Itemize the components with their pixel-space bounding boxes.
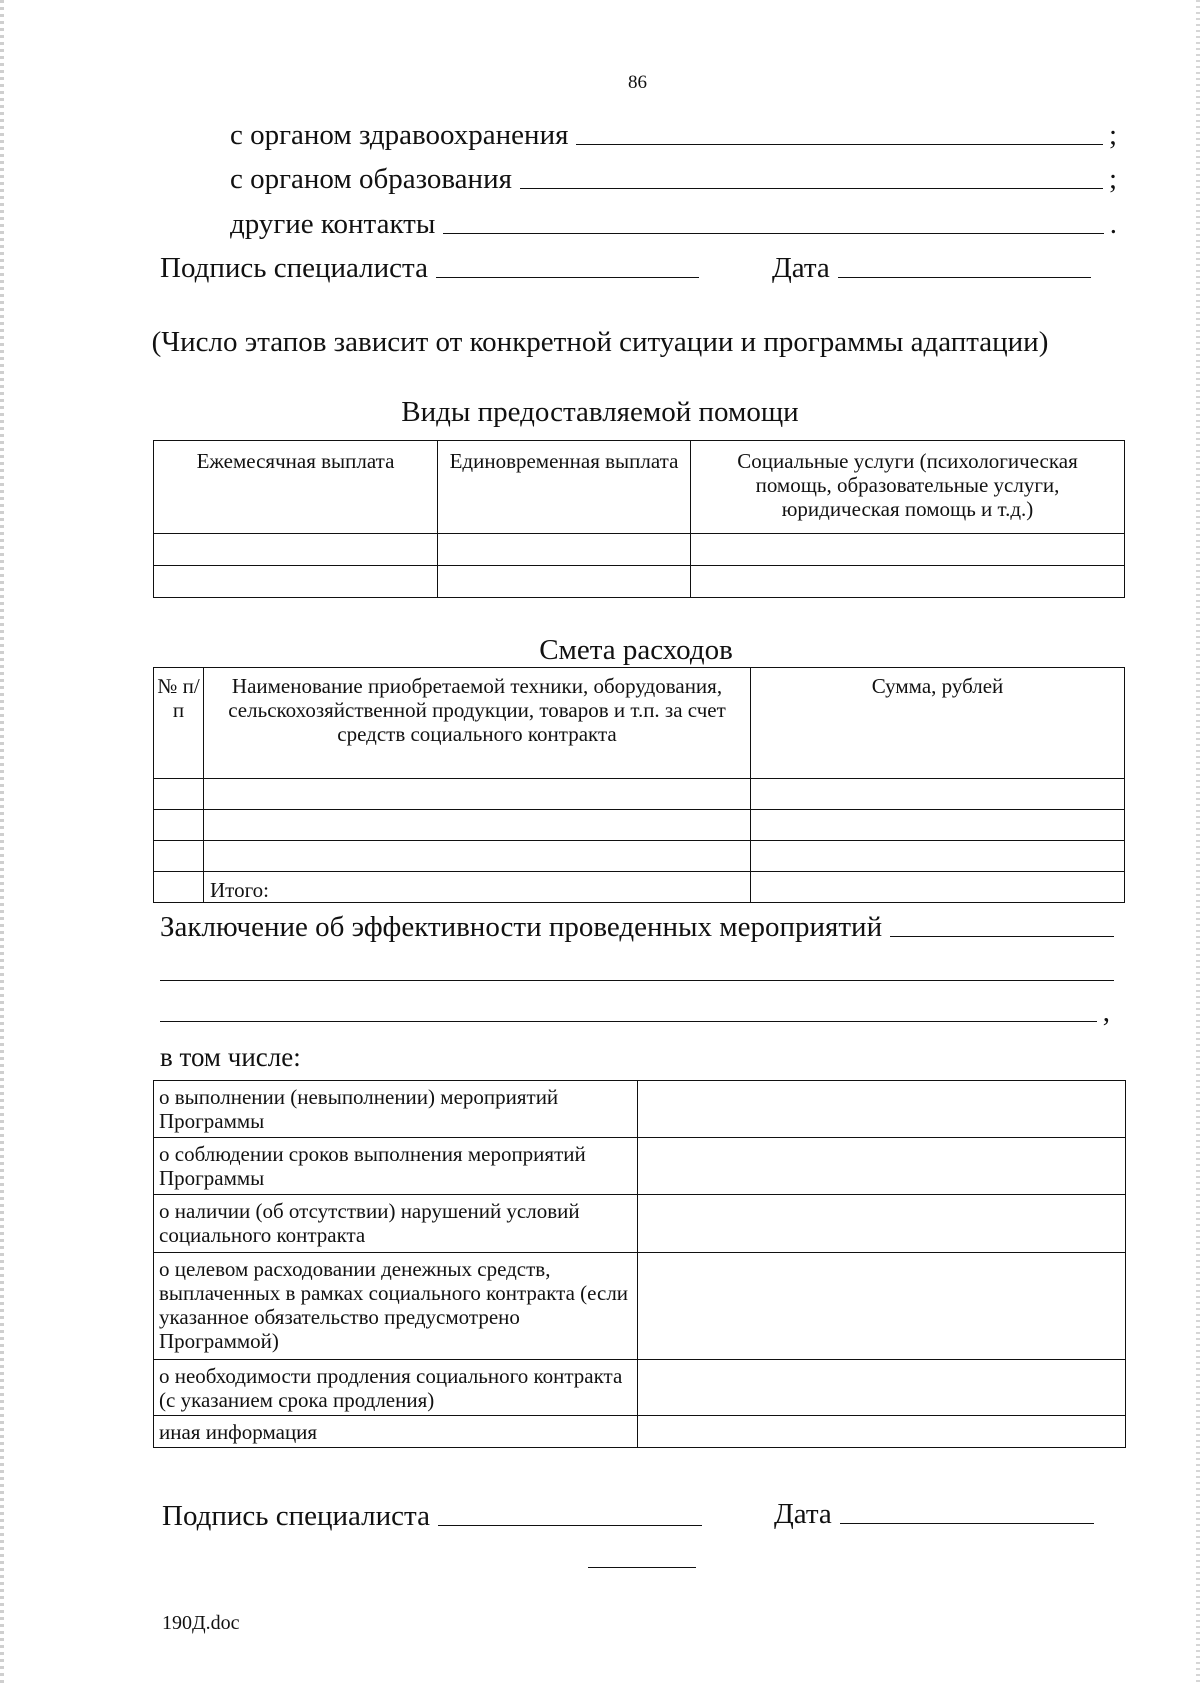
aid-cell[interactable] — [438, 534, 691, 566]
estimate-total-label: Итого: — [204, 872, 751, 903]
aid-cell[interactable] — [691, 534, 1125, 566]
contact-other-blank[interactable] — [443, 233, 1103, 234]
estimate-cell[interactable] — [154, 872, 204, 903]
contact-health-label: с органом здравоохранения — [230, 119, 569, 151]
footer-filename: 190Д.doc — [162, 1612, 240, 1634]
table-row — [154, 1253, 1126, 1360]
estimate-cell[interactable] — [154, 841, 204, 872]
aid-types-title: Виды предоставляемой помощи — [401, 396, 799, 428]
date-blank-2[interactable] — [840, 1523, 1094, 1524]
conclusion-row-label: иная информация — [154, 1416, 638, 1448]
contact-education-label: с органом образования — [230, 163, 512, 195]
conclusion-row-label: о выполнении (невыполнении) мероприятий Программы — [154, 1081, 638, 1138]
table-row — [154, 1360, 1126, 1416]
conclusion-line-end: , — [1102, 996, 1110, 1028]
conclusion-blank[interactable] — [890, 936, 1114, 937]
conclusion-row-value[interactable] — [638, 1138, 1126, 1195]
conclusion-table — [153, 1080, 1126, 1448]
date-line-2[interactable] — [774, 1495, 1100, 1531]
conclusion-blank-line-2[interactable] — [160, 980, 1114, 981]
estimate-cell[interactable] — [204, 810, 751, 841]
contact-education-end: ; — [1108, 163, 1117, 195]
aid-header-row — [154, 441, 1125, 534]
conclusion-line-3[interactable] — [160, 993, 1110, 1029]
conclusion-label: Заключение об эффективности проведенных мероприятий — [160, 911, 883, 943]
aid-types-table — [153, 440, 1125, 598]
estimate-cell[interactable] — [204, 779, 751, 810]
conclusion-row-label: о целевом расходовании денежных средств, выплаченных в рамках социального контракта (если указанное обязательство предусмотрено Программой) — [154, 1253, 638, 1360]
estimate-cell[interactable] — [751, 810, 1125, 841]
aid-cell[interactable] — [154, 566, 438, 598]
contact-education-line[interactable] — [230, 160, 1117, 196]
aid-cell[interactable] — [438, 566, 691, 598]
table-row — [154, 1416, 1126, 1448]
aid-col-lumpsum: Единовременная выплата — [438, 441, 691, 534]
table-row — [154, 810, 1125, 841]
table-row — [154, 779, 1125, 810]
estimate-col-number: № п/п — [154, 668, 204, 779]
conclusion-row-value[interactable] — [638, 1360, 1126, 1416]
date-blank-1[interactable] — [838, 277, 1091, 278]
conclusion-row-label: о наличии (об отсутствии) нарушений условий социального контракта — [154, 1195, 638, 1253]
estimate-total-row — [154, 872, 1125, 903]
estimate-col-name: Наименование приобретаемой техники, оборудования, сельскохозяйственной продукции, товаров и т.п. за счет средств социального контракта — [204, 668, 751, 779]
contact-education-blank[interactable] — [520, 188, 1103, 189]
conclusion-row-label: о соблюдении сроков выполнения мероприятий Программы — [154, 1138, 638, 1195]
contact-health-blank[interactable] — [576, 144, 1103, 145]
contact-health-line[interactable] — [230, 116, 1117, 152]
conclusion-row-value[interactable] — [638, 1081, 1126, 1138]
contact-health-end: ; — [1108, 119, 1117, 151]
aid-cell[interactable] — [154, 534, 438, 566]
signature-label-2: Подпись специалиста — [162, 1500, 430, 1532]
aid-col-services: Социальные услуги (психологическая помощь, образовательные услуги, юридическая помощь и т.д.) — [691, 441, 1125, 534]
table-row — [154, 841, 1125, 872]
signature-line-2[interactable] — [162, 1497, 708, 1533]
end-divider — [588, 1567, 696, 1568]
conclusion-row-label: о необходимости продления социального контракта (с указанием срока продления) — [154, 1360, 638, 1416]
including-label: в том числе: — [160, 1042, 301, 1072]
scan-edge-left — [0, 0, 4, 1686]
stages-note: (Число этапов зависит от конкретной ситуации и программы адаптации) — [151, 326, 1049, 358]
estimate-cell[interactable] — [751, 841, 1125, 872]
contact-other-line[interactable] — [230, 205, 1117, 241]
contact-other-end: . — [1109, 208, 1117, 240]
table-row — [154, 1195, 1126, 1253]
signature-blank-1[interactable] — [436, 277, 699, 278]
conclusion-row-value[interactable] — [638, 1253, 1126, 1360]
estimate-table — [153, 667, 1125, 903]
estimate-cell[interactable] — [204, 841, 751, 872]
estimate-cell[interactable] — [154, 779, 204, 810]
estimate-total-sum[interactable] — [751, 872, 1125, 903]
aid-cell[interactable] — [691, 566, 1125, 598]
estimate-cell[interactable] — [154, 810, 204, 841]
estimate-cell[interactable] — [751, 779, 1125, 810]
table-row — [154, 534, 1125, 566]
page-number: 86 — [628, 72, 647, 93]
scan-edge-right — [1196, 0, 1200, 1686]
signature-label-1: Подпись специалиста — [160, 252, 428, 284]
table-row — [154, 1138, 1126, 1195]
table-row — [154, 566, 1125, 598]
estimate-title: Смета расходов — [539, 634, 733, 666]
conclusion-line[interactable] — [160, 908, 1120, 944]
date-label-2: Дата — [774, 1498, 832, 1530]
conclusion-row-value[interactable] — [638, 1416, 1126, 1448]
aid-col-monthly: Ежемесячная выплата — [154, 441, 438, 534]
conclusion-row-value[interactable] — [638, 1195, 1126, 1253]
estimate-header-row — [154, 668, 1125, 779]
estimate-col-sum: Сумма, рублей — [751, 668, 1125, 779]
conclusion-blank-line-3[interactable] — [160, 1021, 1097, 1022]
date-line-1[interactable] — [772, 249, 1097, 285]
date-label-1: Дата — [772, 252, 830, 284]
signature-line-1[interactable] — [160, 249, 705, 285]
contact-other-label: другие контакты — [230, 208, 436, 240]
signature-blank-2[interactable] — [438, 1525, 702, 1526]
table-row — [154, 1081, 1126, 1138]
